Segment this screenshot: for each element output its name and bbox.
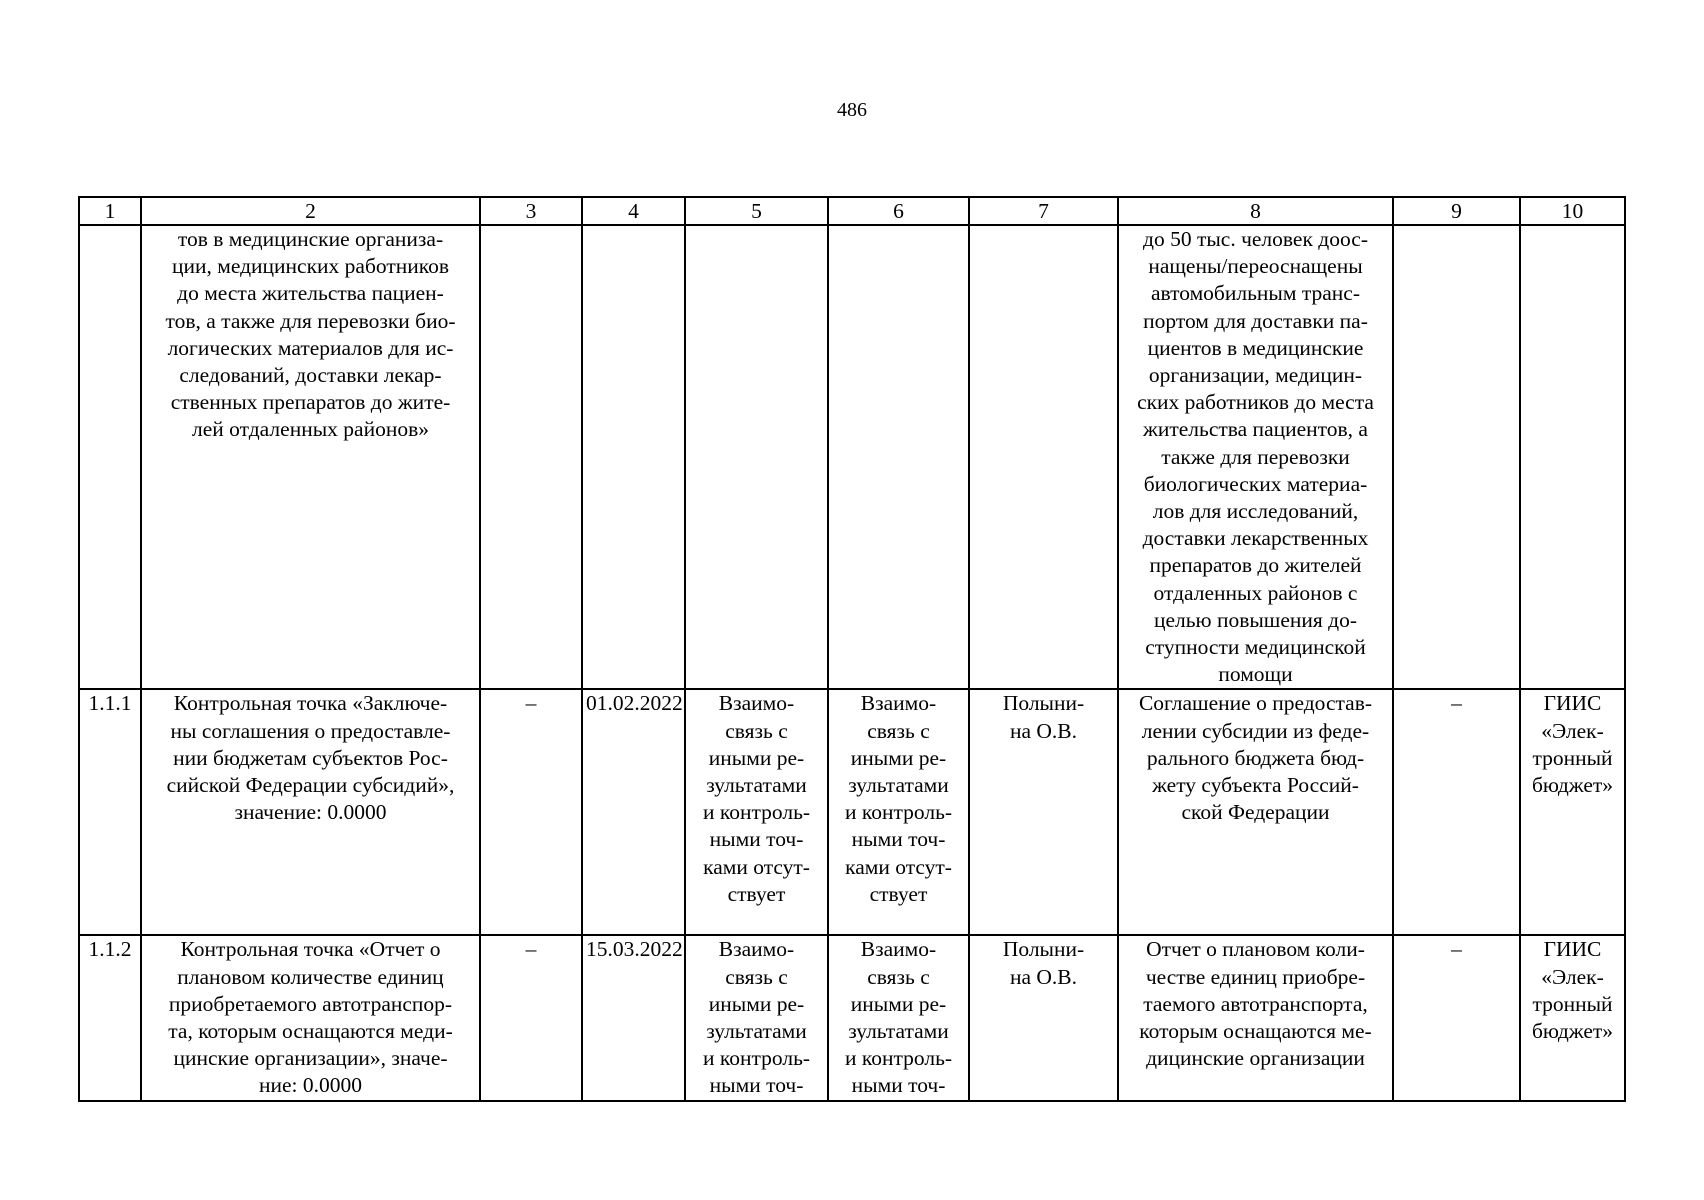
text-line: лей отдаленных районов»	[192, 417, 429, 442]
text-line: зультатами	[848, 773, 949, 798]
text-line: портом для доставки па-	[1143, 308, 1368, 333]
column-header: 5	[685, 197, 828, 225]
text-line: циентов в медицинские	[1147, 335, 1364, 360]
relation-cell	[828, 225, 969, 689]
text-line: помощи	[1218, 662, 1293, 687]
text-line: отдаленных районов с	[1153, 580, 1358, 605]
text-line: тов в медицинские организа-	[177, 227, 444, 251]
column-header: 9	[1393, 197, 1520, 225]
text-line: Взаимо-	[718, 937, 795, 962]
text-line: бюджет»	[1531, 1019, 1614, 1044]
text-line: ными точ-	[709, 827, 804, 852]
result-description-cell	[1118, 935, 1393, 1100]
relation-cell	[685, 225, 828, 689]
deadline-cell: 15.03.2022	[582, 935, 685, 1100]
text-line: цинские организации», значе-	[173, 1046, 448, 1071]
result-description-cell	[1118, 689, 1393, 935]
text-line: препаратов до жителей	[1149, 553, 1362, 578]
text-line: до 50 тыс. человек доос-	[1143, 227, 1368, 251]
info-system-cell	[1520, 689, 1625, 935]
text-line: «Элек-	[1541, 718, 1604, 743]
level-cell: –	[1393, 935, 1520, 1100]
relation-cell	[685, 689, 828, 935]
deadline-cell	[582, 225, 685, 689]
text-line: нии бюджетам субъектов Рос-	[173, 745, 448, 770]
responsible-cell	[969, 689, 1118, 935]
info-system-cell	[1520, 225, 1625, 689]
result-description-cell	[1118, 225, 1393, 689]
predecessor-cell	[480, 225, 582, 689]
text-line: ными точ-	[851, 1073, 946, 1098]
column-header: 10	[1520, 197, 1625, 225]
text-line: лов для исследований,	[1152, 499, 1359, 524]
text-line: автомобильным транс-	[1150, 281, 1361, 306]
responsible-cell	[969, 935, 1118, 1100]
text-line: ными точ-	[709, 1073, 804, 1098]
text-line: до места жительства пациен-	[177, 281, 444, 306]
text-line: нащены/переоснащены	[1148, 254, 1363, 279]
text-line: ступности медицинской	[1145, 635, 1366, 660]
text-line: иными ре-	[850, 745, 947, 770]
info-system-cell	[1520, 935, 1625, 1100]
text-line: и контроль-	[844, 800, 953, 825]
text-line: иными ре-	[850, 991, 947, 1016]
row-number-cell: 1.1.2	[79, 935, 141, 1100]
column-header: 4	[582, 197, 685, 225]
plan-table	[78, 196, 1626, 1102]
text-line: честве единиц приобре-	[1145, 964, 1366, 989]
text-line: логических материалов для ис-	[167, 335, 454, 360]
text-line: таемого автотранспорта,	[1143, 991, 1368, 1016]
text-line: следований, доставки лекар-	[179, 363, 442, 388]
text-line: приобретаемого автотранспор-	[168, 991, 453, 1016]
text-line: иными ре-	[708, 991, 805, 1016]
text-line: Полыни-	[1002, 691, 1085, 716]
text-line: ны соглашения о предоставле-	[170, 718, 451, 743]
text-line: ками отсут-	[703, 854, 810, 879]
text-line: зультатами	[848, 1019, 949, 1044]
text-line: ственных препаратов до жите-	[170, 390, 451, 415]
row-number-cell: 1.1.1	[79, 689, 141, 935]
text-line: которым оснащаются ме-	[1139, 1019, 1372, 1044]
relation-cell	[828, 689, 969, 935]
responsible-cell	[969, 225, 1118, 689]
text-line: связь с	[867, 964, 930, 989]
text-line: ние: 0.0000	[258, 1073, 363, 1098]
title-cell	[141, 225, 480, 689]
table-row	[79, 689, 1625, 935]
text-line: Отчет о плановом коли-	[1146, 937, 1365, 962]
column-header: 1	[79, 197, 141, 225]
column-number-row	[79, 197, 1625, 225]
text-line: на О.В.	[1009, 964, 1078, 989]
predecessor-cell: –	[480, 689, 582, 935]
text-line: тов, а также для перевозки био-	[165, 308, 456, 333]
text-line: сийской Федерации субсидий»,	[166, 773, 455, 798]
text-line: организации, медицин-	[1148, 363, 1363, 388]
text-line: «Элек-	[1541, 964, 1604, 989]
text-line: жительства пациентов, а	[1143, 417, 1368, 442]
title-cell	[141, 935, 480, 1100]
text-line: жету субъекта Россий-	[1152, 773, 1359, 798]
text-line: и контроль-	[702, 1046, 811, 1071]
text-line: связь с	[725, 718, 788, 743]
text-line: Взаимо-	[860, 691, 937, 716]
level-cell	[1393, 225, 1520, 689]
text-line: и контроль-	[702, 800, 811, 825]
column-header: 6	[828, 197, 969, 225]
text-line: и контроль-	[844, 1046, 953, 1071]
text-line: ской Федерации	[1181, 800, 1330, 825]
column-header: 2	[141, 197, 480, 225]
deadline-cell: 01.02.2022	[582, 689, 685, 935]
table-row-continuation	[79, 225, 1625, 689]
text-line: Соглашение о предостав-	[1138, 691, 1373, 716]
text-line: зультатами	[706, 1019, 807, 1044]
text-line: дицинские организации	[1146, 1046, 1365, 1071]
text-line: ГИИС	[1543, 691, 1602, 716]
text-line: Контрольная точка «Заключе-	[173, 691, 448, 716]
text-line: связь с	[867, 718, 930, 743]
text-line: плановом количестве единиц	[177, 964, 444, 989]
column-header: 8	[1118, 197, 1393, 225]
page-number: 486	[837, 99, 867, 121]
text-line: Взаимо-	[718, 691, 795, 716]
text-line: Полыни-	[1002, 937, 1085, 962]
text-line: ских работников до места	[1137, 390, 1374, 415]
text-line: значение: 0.0000	[234, 800, 387, 825]
level-cell: –	[1393, 689, 1520, 935]
text-line: ции, медицинских работников	[171, 254, 450, 279]
table-row	[79, 935, 1625, 1100]
text-line: Контрольная точка «Отчет о	[180, 937, 441, 962]
text-line: Взаимо-	[860, 937, 937, 962]
relation-cell	[828, 935, 969, 1100]
text-line: ными точ-	[851, 827, 946, 852]
text-line: на О.В.	[1009, 718, 1078, 743]
relation-cell	[685, 935, 828, 1100]
text-line: доставки лекарственных	[1142, 526, 1369, 551]
text-line: ствует	[869, 881, 928, 906]
text-line: иными ре-	[708, 745, 805, 770]
text-line: связь с	[725, 964, 788, 989]
text-line: также для перевозки	[1161, 444, 1350, 469]
text-line: лении субсидии из феде-	[1141, 718, 1370, 743]
predecessor-cell: –	[480, 935, 582, 1100]
text-line: целью повышения до-	[1153, 607, 1358, 632]
text-line: зультатами	[706, 773, 807, 798]
text-line: ГИИС	[1543, 937, 1602, 962]
title-cell	[141, 689, 480, 935]
column-header: 3	[480, 197, 582, 225]
text-line: бюджет»	[1531, 773, 1614, 798]
text-line: тронный	[1532, 991, 1613, 1016]
text-line: та, которым оснащаются меди-	[168, 1019, 453, 1044]
text-line: рального бюджета бюд-	[1146, 745, 1365, 770]
column-header: 7	[969, 197, 1118, 225]
text-line: биологических материа-	[1143, 471, 1368, 496]
text-line: ками отсут-	[845, 854, 952, 879]
text-line: ствует	[727, 881, 786, 906]
text-line: тронный	[1532, 745, 1613, 770]
row-number-cell	[79, 225, 141, 689]
